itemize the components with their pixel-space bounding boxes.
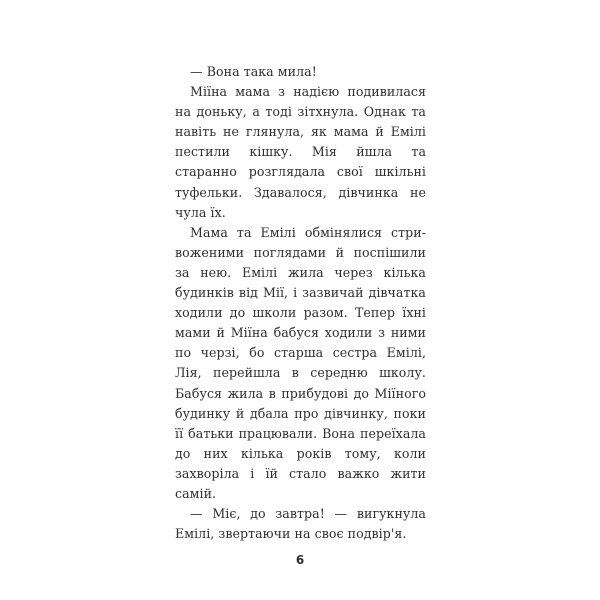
- paragraph: — Міє, до завтра! — вигукнула Емілі, звертаючи на своє подвір'я.: [175, 506, 426, 542]
- paragraph: Мама та Емілі обмінялися стривоженими поглядами й поспішили за нею. Емілі жила через кілька будинків від Мії, і зазвичай дівчатка ходили до школи разом. Тепер їхні мами й Мiїна бабуся ходили з ними по черзі, бо старша сестра Емілі, Лія, перейшла в середню школу. Бабуся жила в прибудові до Мiїного будинку й дбала про дівчинку, поки її батьки працювали. Вона переїхала до них кілька років тому, коли захворіла і їй стало важко жити самій.: [175, 224, 426, 501]
- page-text: [175, 62, 426, 544]
- paragraph: — Вона така мила!: [190, 64, 317, 79]
- page-number: 6: [295, 553, 305, 567]
- paragraph: Мiїна мама з надією подивилася на доньку, а тоді зітхнула. Однак та навіть не глянула, як мама й Емілі пестили кішку. Мія йшла та старанно розглядала свої шкільні туфельки. Здавалося, дівчинка не чула їх.: [175, 84, 426, 220]
